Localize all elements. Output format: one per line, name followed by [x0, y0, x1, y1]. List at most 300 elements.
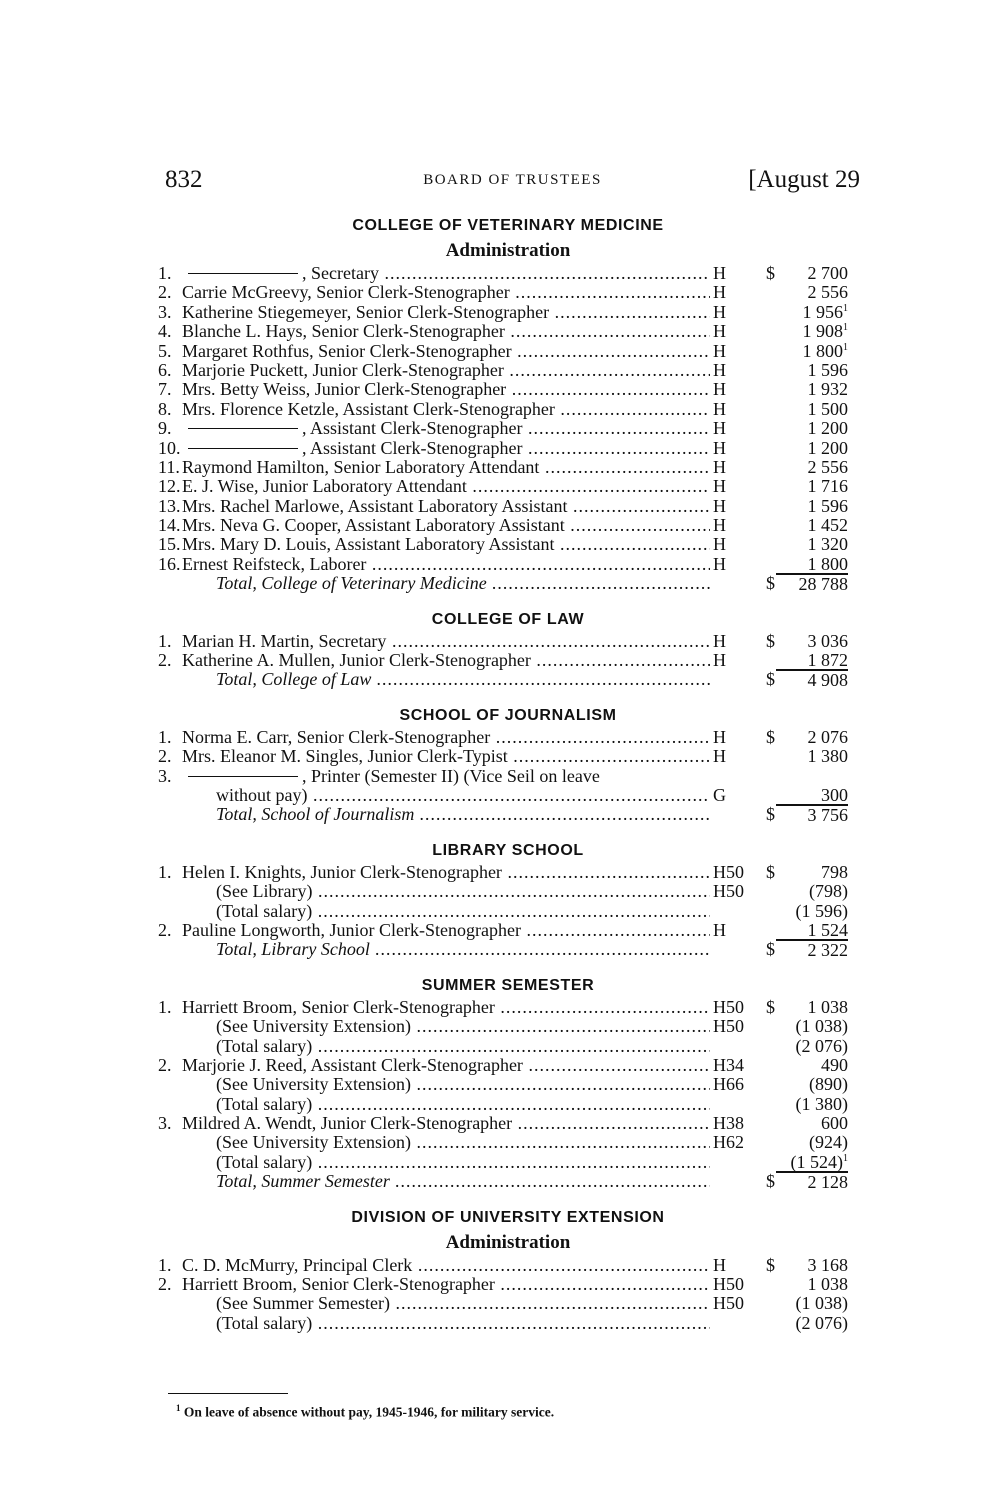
- amount-value: (924): [809, 1132, 848, 1153]
- appointment-code: H: [713, 263, 726, 283]
- salary-amount: [776, 516, 848, 535]
- appointment-code: H: [713, 553, 726, 574]
- total-row: [158, 670, 858, 689]
- item-description: [182, 400, 710, 419]
- appointment-code: H: [713, 534, 726, 555]
- appointment-code: H50: [713, 996, 744, 1017]
- item-number: 2.: [158, 919, 172, 940]
- item-description: [182, 651, 710, 670]
- item-description: [182, 998, 710, 1017]
- salary-amount: [776, 1256, 848, 1275]
- salary-amount: [776, 264, 848, 283]
- footnote-ref: 1: [843, 322, 848, 334]
- item-text: Marjorie J. Reed, Assistant Clerk-Stenographer: [182, 1055, 523, 1075]
- amount-value: 4 908: [807, 670, 848, 691]
- amount-value: 1 956: [802, 301, 843, 322]
- table-row: [158, 342, 858, 361]
- salary-amount: [776, 303, 848, 322]
- amount-value: 3 756: [807, 805, 848, 826]
- amount-value: (890): [809, 1074, 848, 1095]
- appointment-code: H: [713, 630, 726, 651]
- item-number: 3.: [158, 1113, 172, 1134]
- table-row: [158, 1056, 858, 1075]
- section-subtitle: Administration: [445, 1231, 571, 1253]
- appointment-code: H: [713, 495, 726, 516]
- running-title: BOARD OF TRUSTEES: [423, 172, 602, 188]
- salary-amount: [776, 902, 848, 921]
- amount-value: 490: [821, 1054, 848, 1075]
- item-number: 1.: [158, 996, 172, 1017]
- table-row: [158, 747, 858, 766]
- dollar-sign: $: [766, 1171, 775, 1192]
- item-text: E. J. Wise, Junior Laboratory Attendant: [182, 477, 467, 497]
- item-number: 9.: [158, 418, 172, 439]
- amount-value: (1 380): [795, 1093, 848, 1114]
- header-date: [August 29: [748, 166, 860, 193]
- item-number: 13.: [158, 495, 181, 516]
- item-text: Ernest Reifsteck, Laborer: [182, 554, 367, 574]
- item-text: Blanche L. Hays, Senior Clerk-Stenographer: [182, 322, 505, 342]
- salary-amount: [776, 998, 848, 1017]
- amount-value: 1 908: [802, 321, 843, 342]
- salary-amount: [776, 882, 848, 901]
- salary-amount: [776, 786, 848, 805]
- salary-amount: [776, 380, 848, 399]
- appointment-code: G: [713, 784, 726, 805]
- section-title: COLLEGE OF LAW: [431, 610, 585, 628]
- item-description: [182, 1275, 710, 1294]
- footnote-ref: 1: [843, 302, 848, 314]
- appointment-code: H: [713, 301, 726, 322]
- section-gap: [158, 594, 858, 608]
- item-number: 2.: [158, 650, 172, 671]
- table-row: [158, 516, 858, 535]
- section: [158, 1206, 858, 1334]
- footnote-ref: 1: [843, 1152, 848, 1164]
- item-text: Harriett Broom, Senior Clerk-Stenographer: [182, 1275, 495, 1295]
- salary-amount: [776, 651, 848, 670]
- item-text: Total, Library School: [216, 940, 370, 960]
- section-gap: [158, 1192, 858, 1206]
- appointment-code: H: [713, 515, 726, 536]
- item-description: [182, 361, 710, 380]
- salary-amount: [776, 419, 848, 438]
- item-description: [182, 767, 710, 786]
- amount-value: 2 076: [807, 726, 848, 747]
- table-row: [158, 1294, 858, 1313]
- amount-value: 1 596: [807, 359, 848, 380]
- footnote-text: On leave of absence without pay, 1945-1946, for military service.: [183, 1404, 555, 1420]
- salary-amount: [776, 1075, 848, 1094]
- appointment-code: H: [713, 418, 726, 439]
- table-row: [158, 1075, 858, 1094]
- salary-amount: [776, 439, 848, 458]
- footnote-ref: 1: [843, 341, 848, 353]
- item-text: Mildred A. Wendt, Junior Clerk-Stenographer: [182, 1114, 513, 1134]
- dollar-sign: $: [766, 861, 775, 882]
- amount-value: (1 038): [795, 1293, 848, 1314]
- item-number: 3.: [158, 301, 172, 322]
- amount-value: (1 038): [795, 1016, 848, 1037]
- item-description: [182, 380, 710, 399]
- item-text: without pay): [216, 785, 308, 805]
- item-number: 2.: [158, 746, 172, 767]
- table-row: [158, 1256, 858, 1275]
- item-description: [182, 283, 710, 302]
- salary-amount: [776, 921, 848, 940]
- item-number: 1.: [158, 630, 172, 651]
- total-row: [158, 1172, 858, 1191]
- section-gap: [158, 960, 858, 974]
- amount-value: 1 872: [807, 650, 848, 671]
- item-description: [216, 1017, 710, 1036]
- amount-value: 1 038: [807, 1274, 848, 1295]
- total-amount: [776, 670, 848, 689]
- item-text: Total, Summer Semester: [216, 1172, 390, 1192]
- amount-value: 1 200: [807, 437, 848, 458]
- salary-amount: [776, 555, 848, 574]
- amount-value: 3 036: [807, 630, 848, 651]
- appointment-code: H: [713, 746, 726, 767]
- appointment-code: H: [713, 726, 726, 747]
- salary-amount: [776, 322, 848, 341]
- footnote-rule: [168, 1393, 288, 1394]
- table-row: [158, 497, 858, 516]
- section-title: COLLEGE OF VETERINARY MEDICINE: [352, 217, 664, 234]
- appointment-code: H: [713, 340, 726, 361]
- section: [158, 214, 858, 594]
- appointment-code: H62: [713, 1132, 744, 1153]
- item-text: Total, College of Veterinary Medicine: [216, 574, 487, 594]
- table-row: [158, 1037, 858, 1056]
- section-title: LIBRARY SCHOOL: [432, 841, 584, 859]
- item-number: 1.: [158, 726, 172, 747]
- amount-value: 600: [821, 1113, 848, 1134]
- item-text: Total, School of Journalism: [216, 805, 415, 825]
- item-number: 10.: [158, 437, 181, 458]
- table-row: [158, 283, 858, 302]
- amount-value: 2 556: [807, 456, 848, 477]
- section: [158, 608, 858, 690]
- salary-amount: [776, 400, 848, 419]
- item-text: Carrie McGreevy, Senior Clerk-Stenographer: [182, 283, 510, 303]
- amount-value: 28 788: [798, 574, 848, 595]
- amount-value: (798): [809, 881, 848, 902]
- appointment-code: H50: [713, 881, 744, 902]
- appointment-code: H50: [713, 1016, 744, 1037]
- item-text: C. D. McMurry, Principal Clerk: [182, 1255, 413, 1275]
- amount-value: 1 716: [807, 476, 848, 497]
- item-description: [216, 1095, 710, 1114]
- item-text: (See University Extension): [216, 1133, 411, 1153]
- amount-value: 1 452: [807, 515, 848, 536]
- amount-value: 300: [821, 784, 848, 805]
- dollar-sign: $: [766, 669, 775, 690]
- item-number: 11.: [158, 456, 180, 477]
- footnote-mark: 1: [176, 1403, 181, 1413]
- item-text: Marjorie Puckett, Junior Clerk-Stenographer: [182, 360, 504, 380]
- table-row: [158, 728, 858, 747]
- salary-amount: [776, 1017, 848, 1036]
- item-description: [182, 497, 710, 516]
- item-description: [182, 477, 710, 496]
- salary-amount: [776, 863, 848, 882]
- table-row: [158, 380, 858, 399]
- dollar-sign: $: [766, 939, 775, 960]
- item-description: [182, 535, 710, 554]
- amount-value: 798: [821, 861, 848, 882]
- item-number: 2.: [158, 1274, 172, 1295]
- item-description: [216, 1294, 710, 1313]
- item-text: Norma E. Carr, Senior Clerk-Stenographer: [182, 727, 491, 747]
- item-text: Margaret Rothfus, Senior Clerk-Stenographer: [182, 341, 512, 361]
- salary-amount: [776, 497, 848, 516]
- section-title: SCHOOL OF JOURNALISM: [399, 706, 617, 724]
- item-description: [182, 863, 710, 882]
- dollar-sign: $: [766, 726, 775, 747]
- item-description: [182, 458, 710, 477]
- amount-value: 1 500: [807, 398, 848, 419]
- item-description: [182, 516, 710, 535]
- amount-value: 2 322: [807, 940, 848, 961]
- amount-value: 1 932: [807, 379, 848, 400]
- item-text: Mrs. Florence Ketzle, Assistant Clerk-Stenographer: [182, 399, 555, 419]
- amount-value: 2 556: [807, 282, 848, 303]
- item-text: , Secretary: [302, 264, 379, 283]
- section-subtitle: Administration: [445, 240, 571, 261]
- total-label: [216, 670, 710, 689]
- salary-amount: [776, 1037, 848, 1056]
- item-description: [216, 786, 710, 805]
- item-description: [216, 1153, 710, 1172]
- dollar-sign: $: [766, 804, 775, 825]
- vacant-position-line: [188, 448, 298, 449]
- salary-amount: [776, 458, 848, 477]
- table-row: [158, 535, 858, 554]
- item-text: (Total salary): [216, 1094, 313, 1114]
- item-description: [216, 902, 710, 921]
- amount-value: 1 800: [807, 553, 848, 574]
- item-number: 7.: [158, 379, 172, 400]
- salary-amount: [776, 1153, 848, 1172]
- salary-amount: [776, 1133, 848, 1152]
- item-text: Marian H. Martin, Secretary: [182, 631, 387, 651]
- item-description: [182, 264, 710, 283]
- total-label: [216, 805, 710, 824]
- salary-amount: [776, 535, 848, 554]
- amount-value: 1 596: [807, 495, 848, 516]
- item-number: 15.: [158, 534, 181, 555]
- item-text: Harriett Broom, Senior Clerk-Stenographer: [182, 997, 495, 1017]
- item-text: , Assistant Clerk-Stenographer: [302, 419, 523, 439]
- salary-amount: [776, 1114, 848, 1133]
- vacant-position-line: [188, 273, 298, 274]
- item-description: [182, 439, 710, 458]
- footnote: [176, 1403, 554, 1421]
- dollar-sign: $: [766, 263, 775, 283]
- item-text: Katherine A. Mullen, Junior Clerk-Stenographer: [182, 651, 531, 671]
- table-row: [158, 1133, 858, 1152]
- salary-amount: [776, 632, 848, 651]
- item-number: 1.: [158, 263, 172, 283]
- table-row: [158, 863, 858, 882]
- amount-value: 1 320: [807, 534, 848, 555]
- item-number: 12.: [158, 476, 181, 497]
- dollar-sign: $: [766, 1254, 775, 1275]
- section-title: DIVISION OF UNIVERSITY EXTENSION: [351, 1208, 665, 1226]
- total-amount: [776, 940, 848, 959]
- item-text: Mrs. Neva G. Cooper, Assistant Laboratory Assistant: [182, 516, 565, 536]
- table-row: [158, 921, 858, 940]
- appointment-code: H: [713, 1254, 726, 1275]
- item-text: Mrs. Rachel Marlowe, Assistant Laboratory Assistant: [182, 496, 568, 516]
- appointment-code: H: [713, 359, 726, 380]
- salary-amount: [776, 1275, 848, 1294]
- appointment-code: H34: [713, 1054, 744, 1075]
- total-label: [216, 1172, 710, 1191]
- appointment-code: H: [713, 476, 726, 497]
- vacant-position-line: [188, 776, 298, 777]
- item-description: [182, 728, 710, 747]
- amount-value: 1 200: [807, 418, 848, 439]
- section-gap: [158, 690, 858, 704]
- dollar-sign: $: [766, 573, 775, 594]
- table-row: [158, 882, 858, 901]
- table-row: [158, 303, 858, 322]
- table-row: [158, 1017, 858, 1036]
- amount-value: (1 524): [790, 1151, 843, 1172]
- item-description: [182, 1056, 710, 1075]
- section-title: SUMMER SEMESTER: [421, 976, 595, 994]
- table-row: [158, 322, 858, 341]
- table-row: [158, 1114, 858, 1133]
- item-description: [182, 419, 710, 438]
- appointment-code: H: [713, 321, 726, 342]
- vacant-position-line: [188, 428, 298, 429]
- item-number: 14.: [158, 515, 181, 536]
- appointment-code: H50: [713, 1274, 744, 1295]
- table-row: [158, 1275, 858, 1294]
- table-row: [158, 458, 858, 477]
- section-gap: [158, 825, 858, 839]
- item-description: [182, 1256, 710, 1275]
- table-row: [158, 1095, 858, 1114]
- total-row: [158, 805, 858, 824]
- appointment-code: H: [713, 398, 726, 419]
- item-text: (See University Extension): [216, 1075, 411, 1095]
- appointment-code: H: [713, 437, 726, 458]
- item-text: Katherine Stiegemeyer, Senior Clerk-Stenographer: [182, 302, 550, 322]
- table-row: [158, 1153, 858, 1172]
- page-number: 832: [165, 166, 203, 193]
- table-row: [158, 902, 858, 921]
- amount-value: 1 038: [807, 996, 848, 1017]
- table-row: [158, 400, 858, 419]
- amount-value: 2 128: [807, 1172, 848, 1193]
- table-row: [158, 555, 858, 574]
- item-description: [182, 342, 710, 361]
- table-row: [158, 361, 858, 380]
- appointment-code: H: [713, 919, 726, 940]
- amount-value: 1 524: [807, 919, 848, 940]
- appointment-code: H66: [713, 1074, 744, 1095]
- table-row: [158, 477, 858, 496]
- item-description: [216, 1314, 710, 1333]
- salary-amount: [776, 342, 848, 361]
- salary-amount: [776, 283, 848, 302]
- total-row: [158, 940, 858, 959]
- salary-amount: [776, 728, 848, 747]
- total-amount: [776, 574, 848, 593]
- item-number: 6.: [158, 359, 172, 380]
- appointment-code: H: [713, 282, 726, 303]
- salary-amount: [776, 1294, 848, 1313]
- section: [158, 974, 858, 1192]
- item-text: (Total salary): [216, 901, 313, 921]
- item-number: 3.: [158, 765, 172, 786]
- dollar-sign: $: [766, 996, 775, 1017]
- total-row: [158, 574, 858, 593]
- appointment-code: H50: [713, 861, 744, 882]
- appointment-code: H: [713, 379, 726, 400]
- item-description: [216, 1075, 710, 1094]
- item-text: Mrs. Mary D. Louis, Assistant Laboratory Assistant: [182, 535, 555, 555]
- table-row: [158, 651, 858, 670]
- item-text: (Total salary): [216, 1152, 313, 1172]
- item-description: [182, 1114, 710, 1133]
- dollar-sign: $: [766, 630, 775, 651]
- table-row: [158, 419, 858, 438]
- appointment-code: H38: [713, 1113, 744, 1134]
- item-number: 1.: [158, 1254, 172, 1275]
- table-row: [158, 786, 858, 805]
- item-number: 8.: [158, 398, 172, 419]
- item-number: 2.: [158, 282, 172, 303]
- item-number: 16.: [158, 553, 181, 574]
- item-text: (See Summer Semester): [216, 1294, 390, 1314]
- table-row: [158, 632, 858, 651]
- amount-value: 1 380: [807, 746, 848, 767]
- amount-value: (2 076): [795, 1035, 848, 1056]
- item-text: (See University Extension): [216, 1017, 411, 1037]
- item-description: [182, 747, 710, 766]
- total-amount: [776, 805, 848, 824]
- item-text: , Assistant Clerk-Stenographer: [302, 438, 523, 458]
- item-text: (Total salary): [216, 1036, 313, 1056]
- amount-value: 3 168: [807, 1254, 848, 1275]
- section: [158, 839, 858, 960]
- salary-amount: [776, 1095, 848, 1114]
- item-number: 5.: [158, 340, 172, 361]
- item-description: [182, 322, 710, 341]
- item-description: [216, 882, 710, 901]
- salary-amount: [776, 477, 848, 496]
- salary-amount: [776, 1056, 848, 1075]
- item-number: 4.: [158, 321, 172, 342]
- item-description: [182, 303, 710, 322]
- amount-value: (2 076): [795, 1312, 848, 1333]
- item-text: Total, College of Law: [216, 670, 372, 690]
- item-description: [182, 632, 710, 651]
- total-amount: [776, 1172, 848, 1191]
- amount-value: 1 800: [802, 340, 843, 361]
- total-label: [216, 574, 710, 593]
- item-text: , Printer (Semester II) (Vice Seil on leave: [302, 766, 600, 786]
- table-row: [158, 767, 858, 786]
- salary-amount: [776, 747, 848, 766]
- item-text: Pauline Longworth, Junior Clerk-Stenographer: [182, 920, 521, 940]
- appointment-code: H: [713, 650, 726, 671]
